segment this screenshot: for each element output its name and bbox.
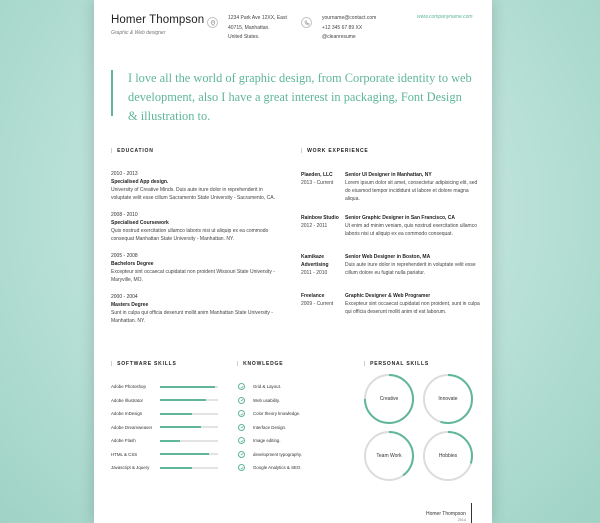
website-link[interactable]: www.companyname.com — [417, 14, 473, 20]
software-skill-label: Adobe Dreamweaver — [111, 424, 153, 430]
work-period: 2013 - Current — [301, 180, 334, 186]
knowledge-item: Web usability. — [253, 397, 280, 403]
knowledge-item: Google Analytics & SEO. — [253, 465, 302, 470]
work-desc: Excepteur sint occaecat cupidatat non proident, sunt in culpa qui officia deserunt mollit anim id est laborum. — [345, 301, 480, 315]
skill-bar-track — [160, 413, 218, 415]
work-desc: Ut enim ad minim veniam, quis nostrud exercitation ullamco laboris nisi ut aliquip ex ea commodo consequat. — [345, 223, 477, 237]
work-item — [301, 171, 481, 211]
software-skill-label: Adobe InDesign — [111, 411, 143, 416]
quote-accent-bar — [111, 70, 113, 116]
work-position: Senior Graphic Designer in San Francisco, CA — [345, 215, 456, 221]
address-line: United States. — [228, 34, 260, 40]
education-degree: Bachelors Degree — [111, 261, 154, 267]
education-year: 2010 - 2013 — [111, 171, 138, 177]
software-skill-label: Adobe Flash — [111, 438, 136, 443]
personal-skill-label: Innovate — [438, 396, 458, 402]
education-item — [111, 252, 276, 284]
address-line: 1234 Park Ave 12XX, East — [228, 15, 287, 21]
education-year: 2000 - 2004 — [111, 294, 138, 300]
check-icon — [238, 424, 245, 431]
skill-bar-fill — [160, 453, 209, 455]
skill-bar-track — [160, 453, 218, 455]
work-company: Plaeden, LLC — [301, 172, 333, 178]
skill-bar-track — [160, 467, 218, 469]
check-icon — [238, 410, 245, 417]
work-company: Freelance — [301, 293, 325, 299]
education-degree: Specialised App design. — [111, 179, 169, 185]
footer-year: 2014 — [458, 518, 466, 522]
knowledge-item: development typography. — [253, 451, 302, 457]
footer-name: Homer Thompson — [426, 511, 466, 517]
personal-skill-label: Creative — [379, 396, 399, 402]
skill-bar-track — [160, 399, 218, 401]
software-skill-label: Adobe Illustrator — [111, 397, 143, 403]
contact-block — [322, 14, 376, 43]
skill-bar-fill — [160, 467, 192, 469]
work-company: Kamikaze Advertising — [301, 254, 329, 268]
work-item — [301, 292, 481, 332]
education-item — [111, 170, 276, 202]
work-period: 2009 - Current — [301, 301, 334, 307]
work-company: Rainbow Studio — [301, 215, 339, 221]
check-icon — [238, 383, 245, 390]
work-position: Senior Web Designer in Boston, MA — [345, 254, 431, 260]
twitter-handle[interactable]: @cleanresume — [322, 34, 356, 40]
skill-bar-track — [160, 386, 218, 388]
personal-skill-label: Team Work — [376, 453, 402, 459]
education-year: 2005 - 2008 — [111, 253, 138, 259]
education-desc: Excepteur sint occaecat cupidatat non proident Wissouri State University - Maryville, MO. — [111, 269, 275, 283]
work-desc: Lorem ipsum dolor sit amet, consectetur adipisicing elit, sed do eiusmod tempor incididunt ut labore et dolore magna aliqua. — [345, 180, 478, 202]
knowledge-title: | KNOWLEDGE — [237, 361, 283, 367]
education-degree: Specialised Coursework — [111, 220, 169, 226]
intro-quote: I love all the world of graphic design, from Corporate identity to web development, also I have a great interest in packaging, Font Design & illustration to. — [128, 71, 472, 123]
education-desc: University of Creative Minds. Duis aute irure dolor in reprehenderit in voluptate velit esse cillum Sacramento State University - Sacramento, CA. — [111, 187, 275, 201]
location-pin-icon — [207, 17, 218, 28]
knowledge-item: Image editing. — [253, 438, 281, 443]
check-icon — [238, 464, 245, 471]
resume-name: Homer Thompson — [111, 14, 205, 26]
phone-text: +12 345 67 89 XX — [322, 24, 363, 31]
skill-bar-fill — [160, 386, 215, 388]
software-skill-label: HTML & CSS — [111, 451, 138, 457]
education-year: 2008 - 2010 — [111, 212, 138, 218]
knowledge-item: Grid & Layout. — [253, 384, 282, 389]
software-skills-title: | SOFTWARE SKILLS — [111, 361, 177, 367]
personal-skills-title: | PERSONAL SKILLS — [364, 361, 429, 367]
work-item — [301, 214, 481, 254]
work-period: 2011 - 2010 — [301, 270, 328, 276]
address-line: 40715, Manhattan. — [228, 24, 270, 31]
education-item — [111, 211, 276, 243]
footer-rule — [471, 503, 472, 523]
skill-bar-track — [160, 440, 218, 442]
work-item — [301, 253, 481, 293]
skill-bar-fill — [160, 426, 201, 428]
skill-bar-track — [160, 426, 218, 428]
education-item — [111, 293, 276, 325]
education-degree: Masters Degree — [111, 302, 149, 308]
phone-icon — [301, 17, 312, 28]
work-position: Graphic Designer & Web Programer — [345, 293, 431, 299]
knowledge-item: Interface Design. — [253, 424, 287, 430]
skill-bar-fill — [160, 413, 192, 415]
software-skill-label: Adobe Photoshop — [111, 384, 146, 389]
knowledge-item: Color theory knowledge. — [253, 411, 301, 416]
work-position: Senior UI Designer in Manhattan, NY — [345, 172, 432, 178]
check-icon — [238, 451, 245, 458]
check-icon — [238, 437, 245, 444]
education-title: | EDUCATION — [111, 148, 154, 154]
resume-role: Graphic & Web designer — [111, 30, 166, 36]
check-icon — [238, 397, 245, 404]
skill-bar-fill — [160, 399, 206, 401]
resume-page — [94, 0, 492, 523]
work-desc: Duis aute irure dolor in reprehenderit in voluptate velit esse cillum dolore eu fugiat nulla pariatur. — [345, 262, 476, 276]
education-desc: Sunt in culpa qui officia deserunt mollit anim Manhattan State University - Manhattan. NY. — [111, 310, 273, 324]
email-text[interactable]: yourname@contact.com — [322, 15, 377, 21]
work-period: 2012 - 2011 — [301, 223, 328, 229]
address-block — [228, 14, 287, 43]
work-title: | WORK EXPERIENCE — [301, 148, 369, 154]
personal-skill-label: Hobbies — [438, 453, 458, 459]
software-skill-label: Javascript & Jquery — [111, 465, 150, 470]
education-desc: Quis nostrud exercitation ullamco laboris nisi ut aliquip ex ea commodo consequat Manhattan State University - Manhattan. NY. — [111, 228, 269, 242]
skill-bar-fill — [160, 440, 180, 442]
